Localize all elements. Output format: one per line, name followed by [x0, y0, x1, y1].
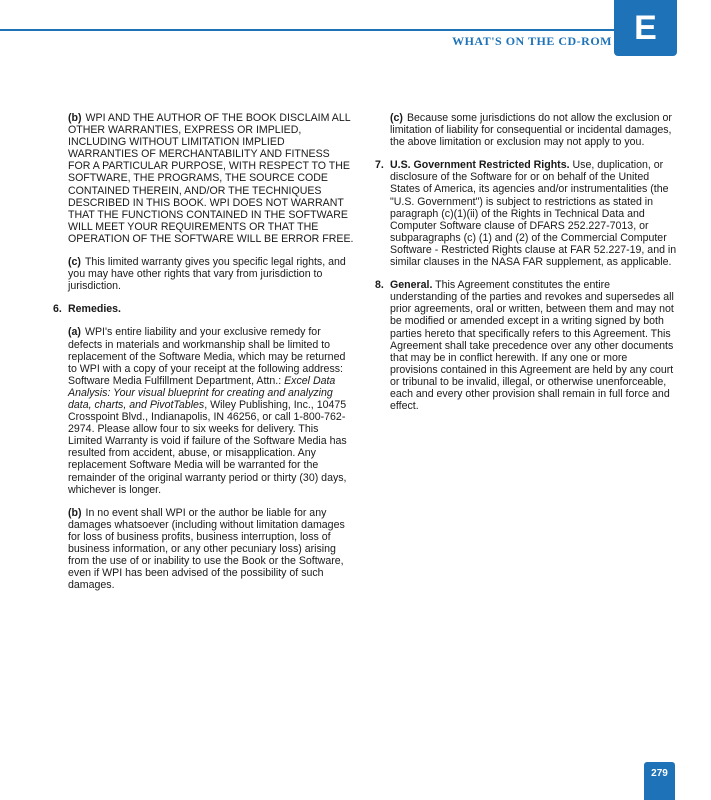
- section-6-number: 6.: [53, 303, 62, 316]
- clause-5b-text: WPI AND THE AUTHOR OF THE BOOK DISCLAIM ALL OTHER WARRANTIES, EXPRESS OR IMPLIED, INCLUDING WITHOUT LIMITATION IMPLIED WARRANTIES OF MERCHANTABILITY AND FITNESS FOR A PARTICULAR PURPOSE, WITH RESPECT TO THE SOFTWARE, THE PROGRAMS, THE SOURCE CODE CONTAINED THEREIN, AND/OR THE TECHNIQUES DESCRIBED IN THIS BOOK. WPI DOES NOT WARRANT THAT THE FUNCTIONS CONTAINED IN THE SOFTWARE WILL MEET YOUR REQUIREMENTS OR THAT THE OPERATION OF THE SOFTWARE WILL BE ERROR FREE.: [68, 112, 354, 245]
- clause-5b: [68, 112, 355, 245]
- clause-6b-label: (b): [68, 506, 82, 519]
- section-8-title: General.: [390, 279, 433, 292]
- section-7-title: U.S. Government Restricted Rights.: [390, 159, 570, 172]
- running-header-title: WHAT'S ON THE CD-ROM: [452, 34, 612, 48]
- appendix-tab: [614, 0, 677, 56]
- page-number: 279: [651, 768, 668, 779]
- clause-6a-text-1: WPI's entire liability and your exclusive remedy for defects in materials and workmanship shall be limited to replacement of the Software Media, which may be returned to WPI with a copy of your receipt at the following address: Software Media Fulfillment Department, Attn.:: [68, 326, 346, 387]
- clause-6a-label: (a): [68, 326, 81, 339]
- appendix-letter: E: [634, 8, 657, 47]
- right-column: [375, 112, 677, 423]
- page-number-badge: [644, 762, 675, 800]
- clause-5c-text: This limited warranty gives you specific legal rights, and you may have other rights that vary from jurisdiction to jurisdiction.: [68, 256, 346, 293]
- header-rule: [0, 29, 640, 31]
- section-6-title: Remedies.: [68, 303, 121, 316]
- clause-6b-text: In no event shall WPI or the author be liable for any damages whatsoever (including without limitation damages for loss of business profits, business interruption, loss of business information, or any other pecuniary loss) arising from the use of or inability to use the Book or the Software, even if WPI has been advised of the possibility of such damages.: [68, 506, 345, 592]
- clause-6a: [68, 326, 355, 495]
- section-7-text: Use, duplication, or disclosure of the Software for or on behalf of the United States of America, its agencies and/or instrumentalities (the "U.S. Government") is subject to restrictions as stated in paragraph (c)(1)(ii) of the Rights in Technical Data and Computer Software clause of DFARS 252.227-7013, or subparagraphs (c) (1) and (2) of the Commercial Computer Software - Restricted Rights clause at FAR 52.227-19, and in similar clauses in the NASA FAR supplement, as applicable.: [390, 159, 677, 269]
- clause-6c-text: Because some jurisdictions do not allow the exclusion or limitation of liability for consequential or incidental damages, the above limitation or exclusion may not apply to you.: [390, 112, 672, 149]
- left-column: [53, 112, 355, 602]
- section-7: [375, 159, 677, 269]
- clause-5b-label: (b): [68, 112, 82, 124]
- section-8-number: 8.: [375, 279, 384, 292]
- section-8: [375, 279, 677, 413]
- clause-6a-book-title: Excel Data Analysis: Your visual blueprint for creating and analyzing data, charts, and PivotTables: [68, 374, 336, 411]
- section-6-heading: [53, 303, 355, 316]
- clause-5c: [68, 256, 355, 292]
- clause-6c: [390, 112, 677, 148]
- clause-5c-label: (c): [68, 256, 81, 269]
- clause-6a-text-2: , Wiley Publishing, Inc., 10475 Crosspoint Blvd., Indianapolis, IN 46256, or call 1-800-762-2974. Please allow four to six weeks for delivery. This Limited Warranty is void if failure of the Software Media has resulted from accident, abuse, or misapplication. Any replacement Software Media will be warranted for the remainder of the original warranty period or thirty (30) days, whichever is longer.: [68, 398, 347, 496]
- clause-6c-label: (c): [390, 112, 403, 124]
- section-7-number: 7.: [375, 159, 384, 172]
- section-8-text: This Agreement constitutes the entire understanding of the parties and revokes and supersedes all prior agreements, oral or written, between them and may not be modified or amended except in a writing signed by both parties hereto that specifically refers to this Agreement. This Agreement shall take precedence over any other documents that may be in conflict herewith. If any one or more provisions contained in this Agreement are held by any court or tribunal to be invalid, illegal, or otherwise unenforceable, each and every other provision shall remain in full force and effect.: [390, 279, 674, 413]
- clause-6b: [68, 507, 355, 592]
